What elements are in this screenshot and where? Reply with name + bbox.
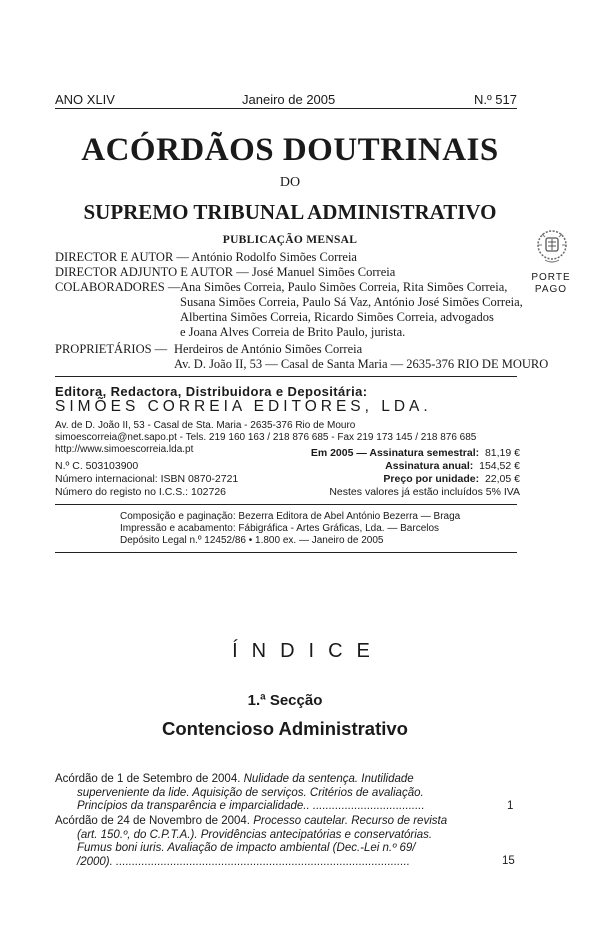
editora-name: SIMÕES CORREIA EDITORES, LDA. <box>55 398 432 415</box>
publication-frequency: PUBLICAÇÃO MENSAL <box>222 234 358 246</box>
journal-subtitle: SUPREMO TRIBUNAL ADMINISTRATIVO <box>83 200 497 224</box>
editora-address: Av. de D. João II, 53 - Casal de Sta. Maria - 2635-376 Rio de Mouro <box>55 420 356 431</box>
editora-heading: Editora, Redactora, Distribuidora e Depositária: <box>55 384 368 399</box>
section-title: Contencioso Administrativo <box>161 718 408 739</box>
colab-line: e Joana Alves Correia de Brito Paulo, jurista. <box>180 325 406 339</box>
price-unidade <box>383 473 520 486</box>
editora-nc: N.º C. 503103900 <box>55 460 139 472</box>
entry-lead: Acórdão de 24 de Novembro de 2004. <box>55 815 254 827</box>
director-label: DIRECTOR E AUTOR — <box>55 250 192 264</box>
entry-text: Processo cautelar. Recurso de revista <box>253 815 448 827</box>
coat-of-arms-icon <box>530 226 574 266</box>
entry-text: superveniente da lide. Aquisição de serviços. Critérios de avaliação. <box>77 786 424 799</box>
prop-line: Av. D. João II, 53 — Casal de Santa Maria — 2635-376 RIO DE MOURO <box>174 357 549 371</box>
editora-web: http://www.simoescorreia.lda.pt <box>55 444 194 455</box>
editora-contacts: simoescorreia@net.sapo.pt - Tels. 219 160 163 / 218 876 685 - Fax 219 173 145 / 218 876 685 <box>55 432 477 443</box>
price-anual <box>385 460 520 473</box>
entry-text: Fumus boni iuris. Avaliação de impacto ambiental (Dec.-Lei n.º 69/ <box>77 842 416 854</box>
price-unidade-value: 22,05 € <box>484 473 520 485</box>
stamp-text <box>520 272 582 296</box>
issue-number: N.º 517 <box>473 92 517 107</box>
editora-divider <box>55 504 517 505</box>
editora-ics: Número do registo no I.C.S.: 102726 <box>55 486 227 498</box>
colab-line: Ana Simões Correia, Paulo Simões Correia, Rita Simões Correia, <box>180 280 508 294</box>
director-name: António Rodolfo Simões Correia <box>191 250 357 264</box>
editora-isbn: Número internacional: ISBN 0870-2721 <box>55 473 239 485</box>
section-number: 1.ª Secção <box>247 692 323 709</box>
colab-line: Albertina Simões Correia, Ricardo Simões Correia, advogados <box>180 310 494 324</box>
journal-title: ACÓRDÃOS DOUTRINAIS <box>81 132 499 168</box>
composicao-line: Composição e paginação: Bezerra Editora de Abel António Bezerra — Braga <box>120 511 461 522</box>
stamp-pago: PAGO <box>534 284 568 295</box>
impressao-line: Impressão e acabamento: Fábigráfica - Artes Gráficas, Lda. — Barcelos <box>120 523 440 534</box>
deposito-line: Depósito Legal n.º 12452/86 • 1.800 ex. — Janeiro de 2005 <box>120 535 384 546</box>
prop-label: PROPRIETÁRIOS — <box>55 342 168 356</box>
index-entry <box>55 773 520 814</box>
journal-title-do: DO <box>279 175 301 190</box>
price-unidade-label: Preço por unidade: <box>383 473 480 485</box>
index-entry <box>55 815 520 869</box>
entry-page: 15 <box>502 855 515 867</box>
adjunto-line <box>55 265 395 280</box>
composicao-block <box>120 511 460 547</box>
price-semestral <box>311 447 520 460</box>
entry-text: Princípios da transparência e imparcialidade.. ................................... <box>77 800 425 812</box>
adjunto-name: José Manuel Simões Correia <box>251 265 396 279</box>
entry-text: /2000). ............................................................................................ <box>77 855 410 868</box>
adjunto-label: DIRECTOR ADJUNTO E AUTOR — <box>55 265 252 279</box>
entry-page: 1 <box>507 800 514 812</box>
prop-line: Herdeiros de António Simões Correia <box>174 342 363 356</box>
price-semestral-value: 81,19 € <box>484 447 520 459</box>
issue-date: Janeiro de 2005 <box>242 92 336 107</box>
stamp-porte: PORTE <box>531 272 571 283</box>
price-anual-value: 154,52 € <box>479 460 520 472</box>
entry-lead: Acórdão de 1 de Setembro de 2004. <box>55 773 244 785</box>
colab-label: COLABORADORES — <box>55 280 181 294</box>
entry-text: (art. 150.º, do C.P.T.A.). Providências antecipatórias e conservatórias. <box>77 828 433 841</box>
header-divider <box>55 108 517 109</box>
price-semestral-label: Em 2005 — Assinatura semestral: <box>310 447 480 459</box>
issue-year: ANO XLIV <box>55 92 115 107</box>
iva-note: Nestes valores já estão incluídos 5% IVA <box>329 486 520 498</box>
director-line <box>55 250 357 265</box>
colab-line: Susana Simões Correia, Paulo Sá Vaz, António José Simões Correia, <box>180 295 523 309</box>
entry-text: Nulidade da sentença. Inutilidade <box>243 773 414 785</box>
index-title: ÍNDICE <box>232 640 384 662</box>
staff-divider <box>55 376 517 377</box>
price-anual-label: Assinatura anual: <box>385 460 474 472</box>
composicao-divider <box>55 552 517 553</box>
